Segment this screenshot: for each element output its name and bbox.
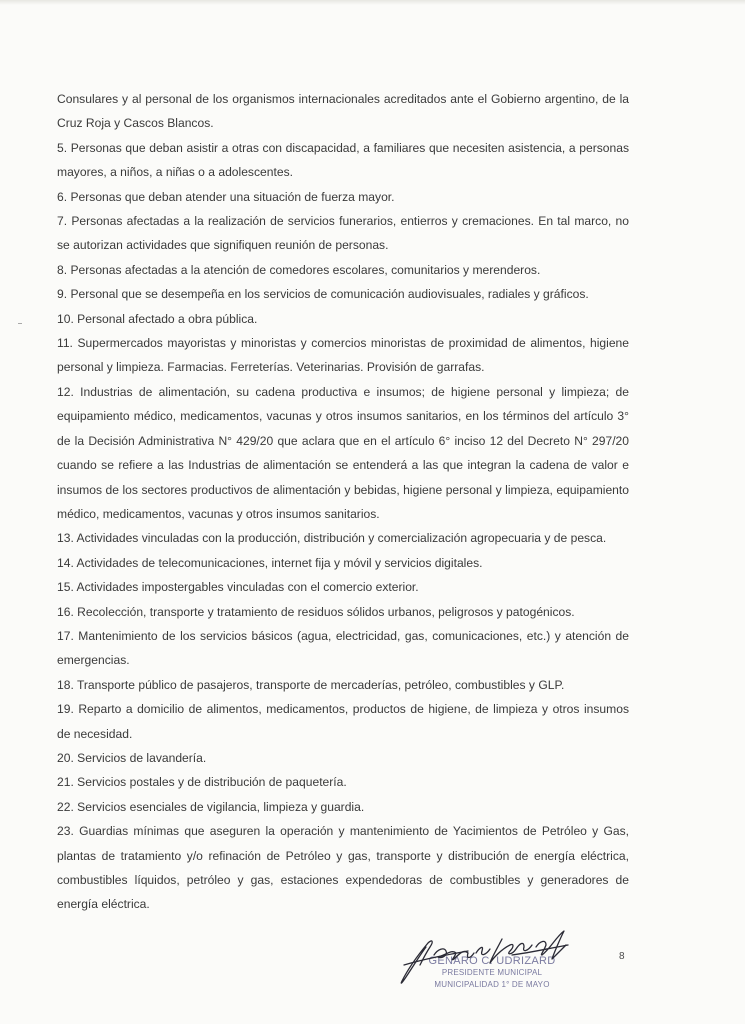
- list-item-11: 11. Supermercados mayoristas y minoristas y comercios minoristas de proximidad de alimentos, higiene personal y limpieza. Farmacias. Ferreterías. Veterinarias. Provisión de garrafas.: [57, 336, 629, 375]
- list-item-18: 18. Transporte público de pasajeros, transporte de mercaderías, petróleo, combustibles y GLP.: [57, 677, 565, 692]
- document-body: [57, 87, 629, 917]
- stamp-name: GENARO C. UDRIZARD: [428, 955, 556, 967]
- signature-stamp: [390, 925, 590, 1005]
- list-item-22: 22. Servicios esenciales de vigilancia, limpieza y guardia.: [57, 799, 365, 814]
- list-item-7: 7. Personas afectadas a la realización de servicios funerarios, entierros y cremaciones. En tal marco, no se autorizan actividades que signifiquen reunión de personas.: [57, 214, 629, 253]
- list-item-9: 9. Personal que se desempeña en los servicios de comunicación audiovisuales, radiales y gráficos.: [57, 287, 589, 302]
- page-top-edge: [0, 0, 745, 5]
- list-item-19: 19. Reparto a domicilio de alimentos, medicamentos, productos de higiene, de limpieza y otros insumos de necesidad.: [57, 702, 629, 741]
- list-item-23: 23. Guardias mínimas que aseguren la operación y mantenimiento de Yacimientos de Petróleo y Gas, plantas de tratamiento y/o refinación de Petróleo y gas, transporte y distribución de energía eléctrica, combustibles líquidos, petróleo y gas, estaciones expendedoras de combustibles y generadores de energía eléctrica.: [57, 824, 629, 912]
- list-item-5: 5. Personas que deban asistir a otras con discapacidad, a familiares que necesiten asistencia, a personas mayores, a niños, a niñas o a adolescentes.: [57, 140, 629, 180]
- list-item-10: 10. Personal afectado a obra pública.: [57, 311, 258, 326]
- list-item-6: 6. Personas que deban atender una situación de fuerza mayor.: [57, 189, 395, 204]
- list-item-12: 12. Industrias de alimentación, su cadena productiva e insumos; de higiene personal y limpieza; de equipamiento médico, medicamentos, vacunas y otros insumos sanitarios, en los términos del artículo 3° de la Decisión Administrativa N° 429/20 que aclara que en el artículo 6° inciso 12 del Decreto N° 297/20 cuando se refiere a las Industrias de alimentación se entenderá a las que integran la cadena de valor e insumos de los sectores productivos de alimentación y bebidas, higiene personal y limpieza, equipamiento médico, medicamentos, vacunas y otros insumos sanitarios.: [57, 384, 629, 521]
- list-item-14: 14. Actividades de telecomunicaciones, internet fija y móvil y servicios digitales.: [57, 555, 483, 570]
- list-item-8: 8. Personas afectadas a la atención de comedores escolares, comunitarios y merenderos.: [57, 262, 541, 277]
- list-item-17: 17. Mantenimiento de los servicios básicos (agua, electricidad, gas, comunicaciones, etc.) y atención de emergencias.: [57, 628, 629, 668]
- list-item-21: 21. Servicios postales y de distribución de paquetería.: [57, 775, 347, 790]
- page-number: 8: [619, 951, 625, 962]
- stamp-organization: MUNICIPALIDAD 1° DE MAYO: [434, 980, 550, 989]
- list-item-16: 16. Recolección, transporte y tratamiento de residuos sólidos urbanos, peligrosos y patogénicos.: [57, 604, 575, 619]
- stamp-role: PRESIDENTE MUNICIPAL: [441, 968, 543, 977]
- list-item-20: 20. Servicios de lavandería.: [57, 750, 207, 765]
- list-item-15: 15. Actividades impostergables vinculadas con el comercio exterior.: [57, 580, 419, 595]
- paragraph-continuation: Consulares y al personal de los organismos internacionales acreditados ante el Gobierno argentino, de la Cruz Roja y Cascos Blancos.: [57, 92, 629, 131]
- handwritten-signature: [390, 925, 590, 1005]
- list-item-13: 13. Actividades vinculadas con la producción, distribución y comercialización agropecuaria y de pesca.: [57, 531, 607, 546]
- scan-mark: [18, 323, 22, 324]
